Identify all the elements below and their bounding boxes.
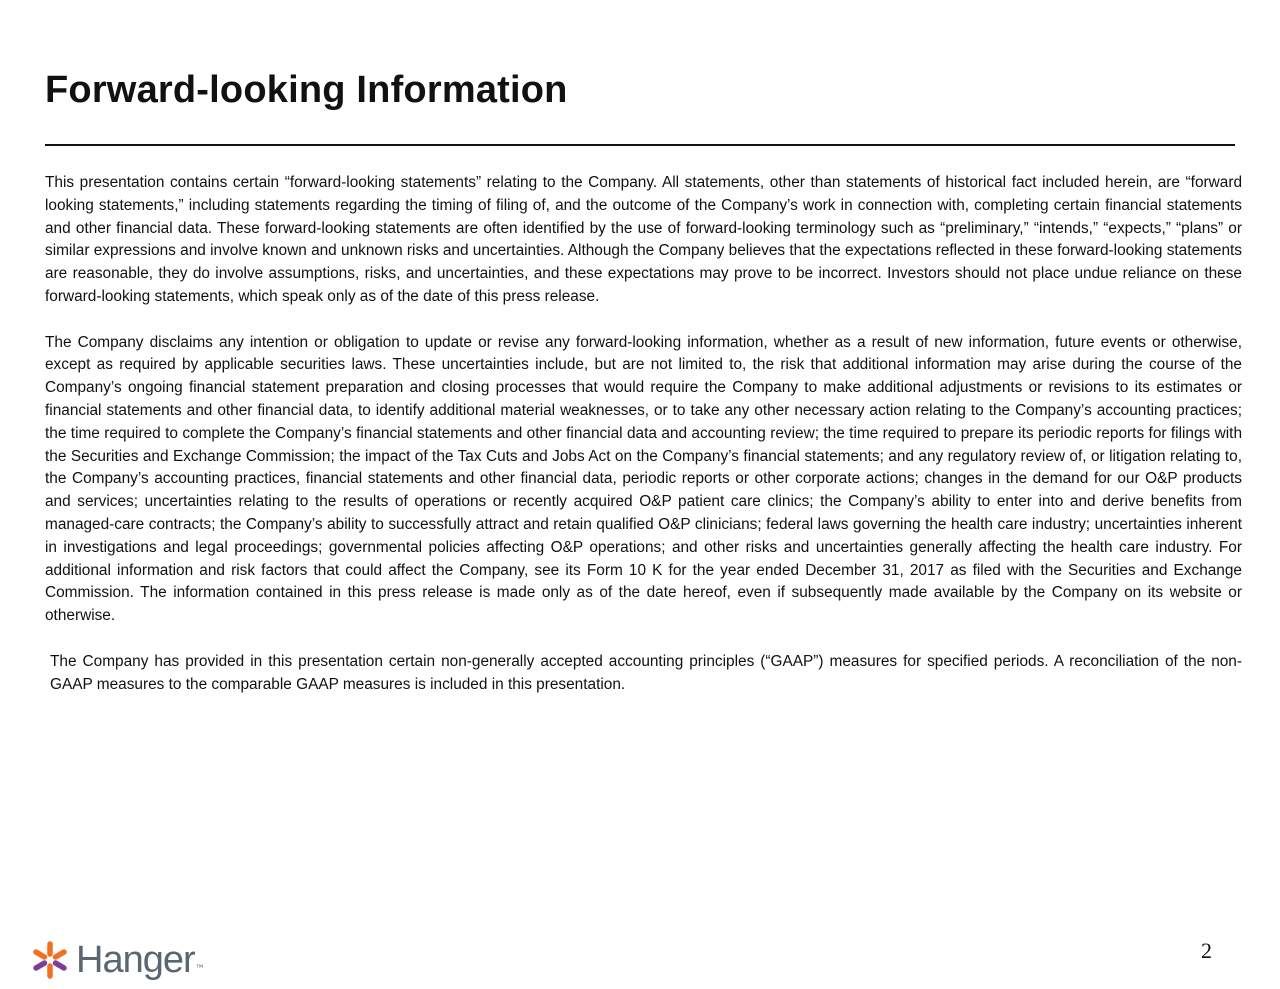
page-number: 2 [1201,938,1212,963]
paragraph-disclaimer: The Company disclaims any intention or obligation to update or revise any forward-looking information, whether as a result of new information, future events or otherwise, except as required by applicable securities laws. These uncertainties include, but are not limited to, the risk that additional information may arise during the course of the Company’s ongoing financial statement preparation and closing processes that would require the Company to make additional adjustments or revisions to its estimates or financial statements and other financial data, to identify additional material weaknesses, or to take any other necessary action relating to the Company’s accounting practices; the time required to complete the Company’s financial statements and other financial data and accounting review; the time required to prepare its periodic reports for filings with the Securities and Exchange Commission; the impact of the Tax Cuts and Jobs Act on the Company’s financial statements; and any regulatory review of, or litigation relating to, the Company’s accounting practices, financial statements and other financial data, periodic reports or other corporate actions; changes in the demand for our O&P products and services; uncertainties relating to the results of operations or recently acquired O&P patient care clinics; the Company’s ability to enter into and derive benefits from managed-care contracts; the Company’s ability to successfully attract and retain qualified O&P clinicians; federal laws governing the health care industry; uncertainties inherent in investigations and legal proceedings; governmental policies affecting O&P operations; and other risks and uncertainties generally affecting the health care industry. For additional information and risk factors that could affect the Company, see its Form 10 K for the year ended December 31, 2017 as filed with the Securities and Exchange Commission. The information contained in this press release is made only as of the date hereof, even if subsequently made available by the Company on its website or otherwise. [45,333,1242,625]
title-divider [45,144,1235,146]
slide-title: Forward-looking Information [45,69,568,111]
logo-wordmark: Hanger [76,939,195,981]
paragraph-forward-looking: This presentation contains certain “forward-looking statements” relating to the Company. All statements, other than statements of historical fact included herein, are “forward looking statements,” including statements regarding the timing of filing of, and the outcome of the Company’s work in connection with, completing certain financial statements and other financial data. These forward-looking statements are often identified by the use of forward-looking terminology such as “preliminary,” “intends,” “expects,” “plans” or similar expressions and involve known and unknown risks and uncertainties. Although the Company believes that the expectations reflected in these forward-looking statements are reasonable, they do involve assumptions, risks, and uncertainties, and these expectations may prove to be incorrect. Investors should not place undue reliance on these forward-looking statements, which speak only as of the date of this press release. [45,174,1242,305]
slide-body [45,172,1242,719]
logo-trademark: ™ [195,963,204,972]
paragraph-non-gaap: The Company has provided in this presentation certain non-generally accepted accounting principles (“GAAP”) measures for specified periods. A reconciliation of the non-GAAP measures to the comparable GAAP measures is included in this presentation. [50,652,1242,693]
hanger-logo [30,938,204,982]
hanger-star-logo-icon [30,940,70,980]
